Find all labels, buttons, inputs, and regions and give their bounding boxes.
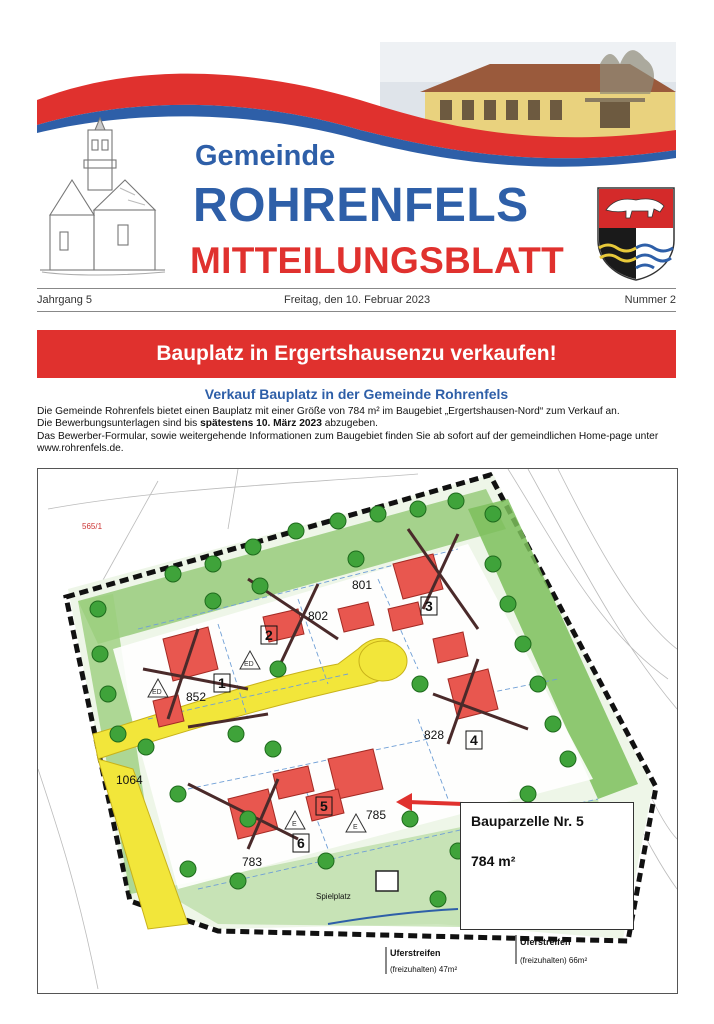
callout-area: 784 m² (471, 853, 516, 869)
article-subheading: Verkauf Bauplatz in der Gemeinde Rohrenfels (204, 386, 509, 402)
article-paragraph (37, 418, 676, 430)
parcel-number-box: 1 (218, 675, 226, 691)
uferstreifen-note: (freizuhalten) 66m² (520, 956, 588, 965)
plot-number: 802 (308, 609, 329, 623)
playground-icon (376, 871, 398, 891)
uferstreifen-label: Uferstreifen (520, 937, 571, 947)
article-paragraph: Die Gemeinde Rohrenfels bietet einen Bauplatz mit einer Größe von 784 m² im Baugebiet „Ergertshausen-Nord“ zum Verkauf an. (37, 406, 620, 417)
coat-of-arms-icon (598, 188, 674, 280)
callout-title: Bauparzelle Nr. 5 (471, 813, 584, 829)
uferstreifen-note: (freizuhalten) 47m² (390, 965, 458, 974)
article-body (37, 406, 676, 455)
playground-label: Spielplatz (316, 892, 351, 901)
plot-number: 785 (366, 808, 387, 822)
marker-label: E (353, 824, 358, 831)
marker-label: ED (244, 661, 254, 668)
plot-number: 783 (242, 855, 263, 869)
volume-label: Jahrgang 5 (37, 294, 93, 306)
plot-number: 801 (352, 578, 373, 592)
paragraph-text: abzugeben. (321, 418, 378, 430)
marker-label: E (292, 821, 297, 828)
deadline-text: spätestens 10. März 2023 (200, 418, 322, 430)
church-sketch (40, 118, 165, 275)
uferstreifen-label: Uferstreifen (390, 948, 441, 958)
issue-info-line (37, 288, 676, 312)
issue-number: Nummer 2 (624, 294, 676, 306)
paragraph-text: Die Bewerbungsunterlagen sind bis (37, 418, 201, 430)
plot-number: 852 (186, 690, 207, 704)
parcel-callout (460, 802, 634, 930)
masthead-subtitle: MITTEILUNGSBLATT (190, 240, 565, 281)
masthead-gemeinde: Gemeinde (195, 140, 336, 172)
parcel-number-box: 3 (425, 598, 433, 614)
issue-date: Freitag, den 10. Februar 2023 (284, 294, 431, 306)
parcel-number-box: 6 (297, 835, 305, 851)
article-banner: Bauplatz in Ergertshausenzu verkaufen! (37, 330, 676, 378)
parcel-number-box: 5 (320, 798, 328, 814)
plot-number: 565/1 (82, 522, 103, 531)
article-paragraph: Das Bewerber-Formular, sowie weitergehende Informationen zum Baugebiet finden Sie ab sofort auf der gemeindlichen Home-page unter www.rohrenfels.de. (37, 430, 659, 454)
parcel-number-box: 2 (265, 627, 273, 643)
plot-number: 1064 (116, 773, 143, 787)
plot-number: 828 (424, 728, 445, 742)
parcel-number-box: 4 (470, 732, 478, 748)
marker-label: ED (152, 689, 162, 696)
masthead-title: ROHRENFELS (193, 179, 529, 232)
